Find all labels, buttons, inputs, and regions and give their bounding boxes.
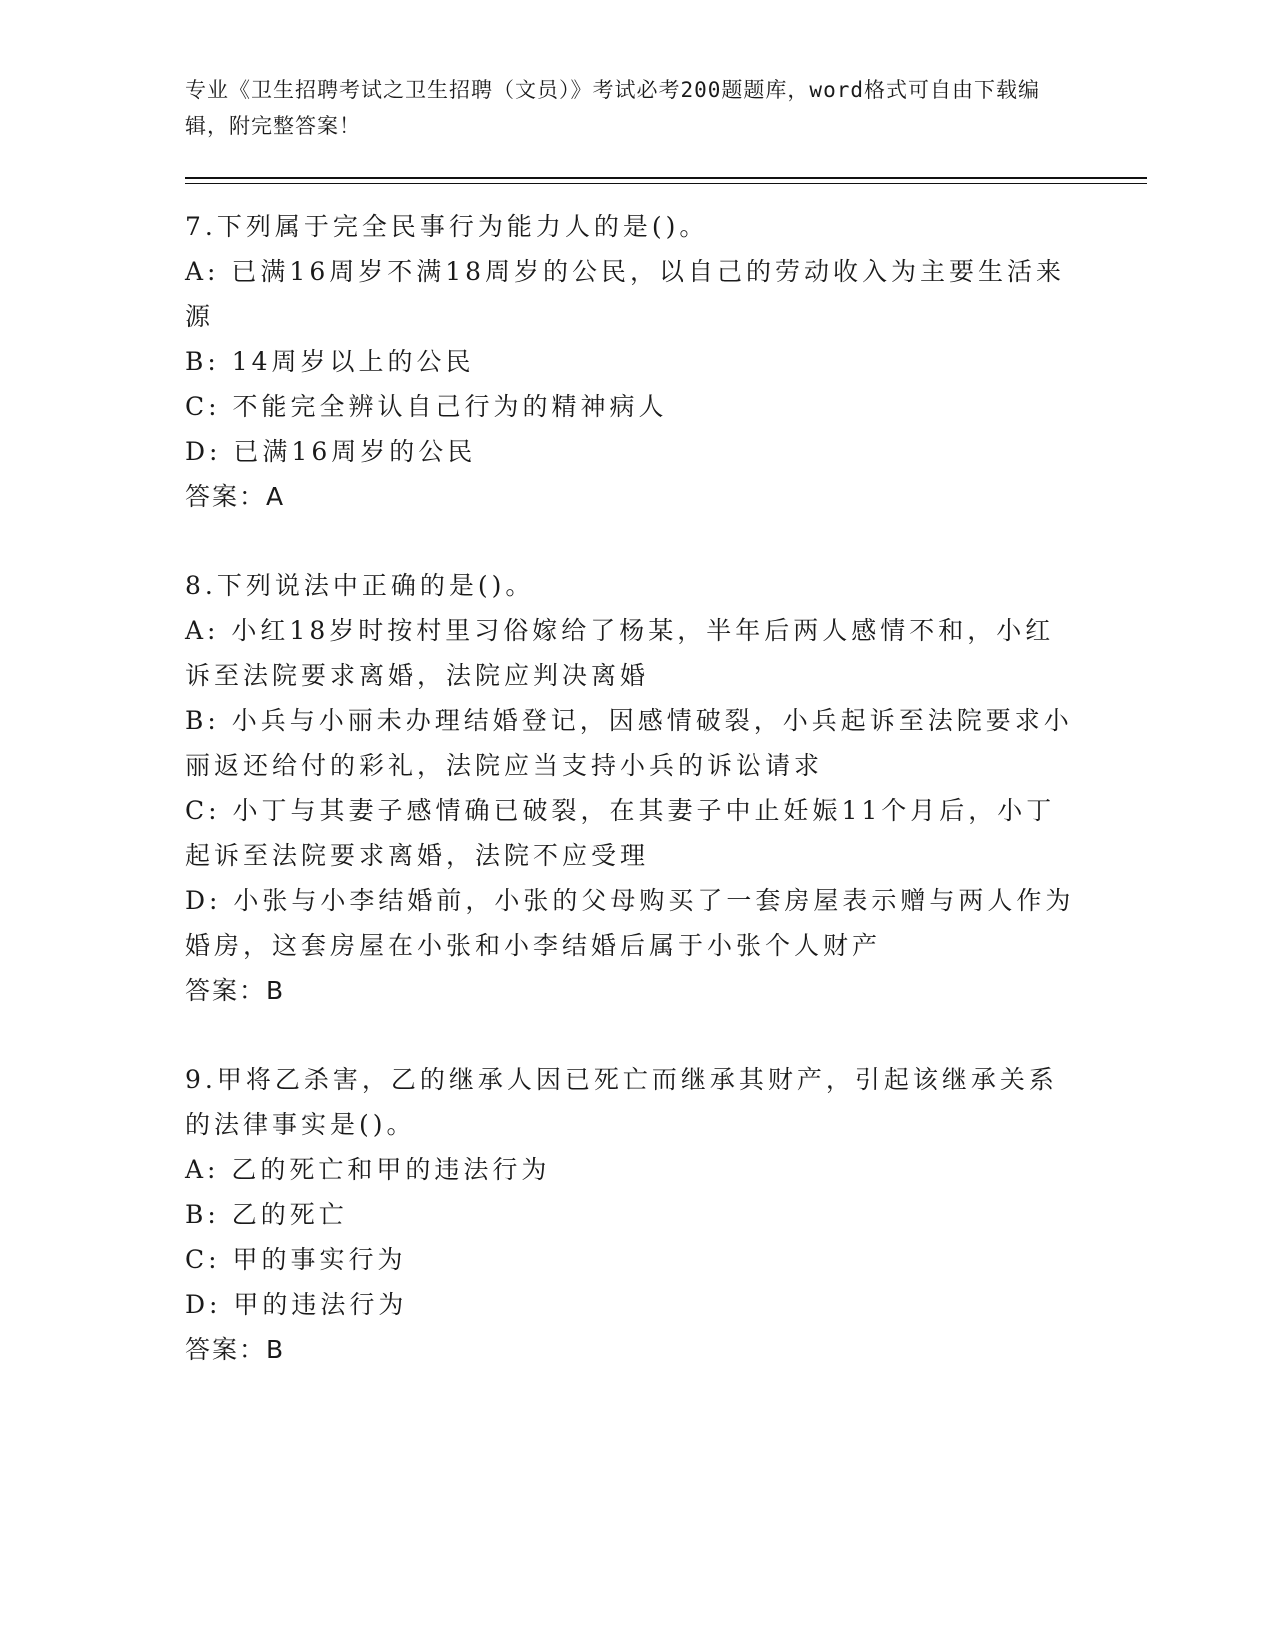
option-b: B: 小兵与小丽未办理结婚登记，因感情破裂，小兵起诉至法院要求小丽返还给付的彩礼，法院应当支持小兵的诉讼请求 — [185, 706, 1073, 780]
question-8 — [185, 563, 1075, 1013]
header-rule-thick — [185, 177, 1147, 179]
question-list — [185, 204, 1075, 1416]
header-rule-thin — [185, 183, 1147, 184]
answer-label: 答案：A — [185, 482, 286, 511]
answer-label: 答案：B — [185, 976, 286, 1005]
option-a: A: 乙的死亡和甲的违法行为 — [185, 1155, 551, 1184]
option-c: C: 小丁与其妻子感情确已破裂，在其妻子中止妊娠11个月后，小丁起诉至法院要求离婚，法院不应受理 — [185, 796, 1056, 870]
option-b: B: 14周岁以上的公民 — [185, 347, 475, 376]
option-c: C: 甲的事实行为 — [185, 1245, 407, 1274]
question-stem: 9.甲将乙杀害，乙的继承人因已死亡而继承其财产，引起该继承关系的法律事实是()。 — [185, 1065, 1058, 1139]
question-7 — [185, 204, 1075, 519]
option-a: A: 小红18岁时按村里习俗嫁给了杨某，半年后两人感情不和，小红诉至法院要求离婚，法院应判决离婚 — [185, 616, 1055, 690]
question-stem: 7.下列属于完全民事行为能力人的是()。 — [185, 212, 709, 241]
answer-label: 答案：B — [185, 1335, 286, 1364]
document-header: 专业《卫生招聘考试之卫生招聘（文员）》考试必考200题题库，word格式可自由下载编辑，附完整答案！ — [185, 78, 1040, 138]
question-stem: 8.下列说法中正确的是()。 — [185, 571, 535, 600]
question-9 — [185, 1057, 1075, 1372]
option-d: D: 小张与小李结婚前，小张的父母购买了一套房屋表示赠与两人作为婚房，这套房屋在小张和小李结婚后属于小张个人财产 — [185, 886, 1075, 960]
option-d: D: 甲的违法行为 — [185, 1290, 408, 1319]
option-b: B: 乙的死亡 — [185, 1200, 348, 1229]
option-a: A: 已满16周岁不满18周岁的公民，以自己的劳动收入为主要生活来源 — [185, 257, 1066, 331]
option-d: D: 已满16周岁的公民 — [185, 437, 477, 466]
option-c: C: 不能完全辨认自己行为的精神病人 — [185, 392, 668, 421]
